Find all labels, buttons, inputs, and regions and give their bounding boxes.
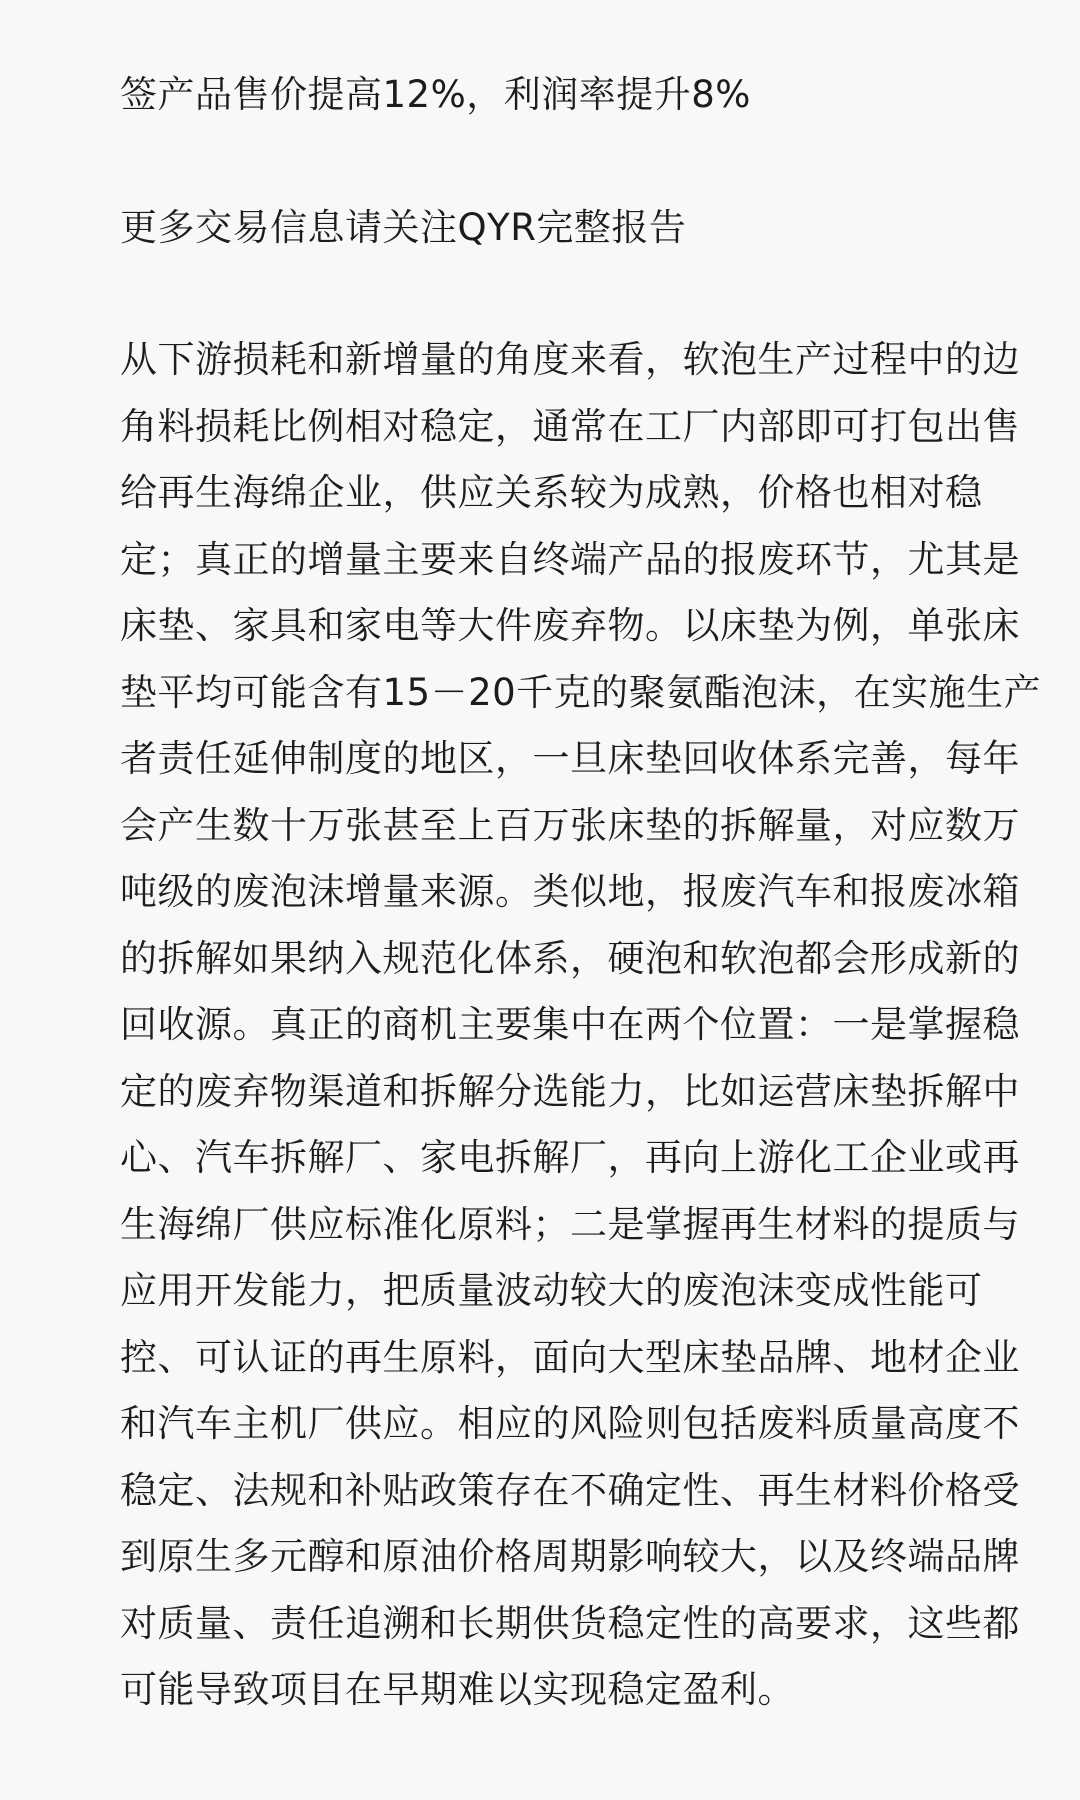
text-line: 者责任延伸制度的地区，一旦床垫回收体系完善，每年 [120, 737, 1020, 780]
text-line: 和汽车主机厂供应。相应的风险则包括废料质量高度不 [120, 1402, 1020, 1445]
text-line: 吨级的废泡沫增量来源。类似地，报废汽车和报废冰箱 [120, 870, 1020, 913]
text-line: 可能导致项目在早期难以实现稳定盈利。 [120, 1668, 795, 1711]
text-line: 对质量、责任追溯和长期供货稳定性的高要求，这些都 [120, 1601, 1020, 1645]
paragraph-analysis [120, 327, 1042, 1724]
text-line: 控、可认证的再生原料，面向大型床垫品牌、地材企业 [120, 1335, 1020, 1379]
text-line: 回收源。真正的商机主要集中在两个位置：一是掌握稳 [120, 1003, 1020, 1046]
paragraph-report-note [120, 195, 1020, 262]
text-line: 给再生海绵企业，供应关系较为成熟，价格也相对稳 [120, 471, 983, 514]
article-body [120, 62, 1042, 1724]
text-line: 稳定、法规和补贴政策存在不确定性、再生材料价格受 [120, 1468, 1020, 1512]
text-line: 定；真正的增量主要来自终端产品的报废环节，尤其是 [120, 537, 1020, 581]
text-line: 会产生数十万张甚至上百万张床垫的拆解量，对应数万 [120, 803, 1020, 847]
text-line: 的拆解如果纳入规范化体系，硬泡和软泡都会形成新的 [120, 936, 1020, 980]
text-line: 应用开发能力，把质量波动较大的废泡沫变成性能可 [120, 1269, 983, 1312]
text-line: 更多交易信息请关注QYR完整报告 [120, 205, 687, 249]
text-line: 生海绵厂供应标准化原料；二是掌握再生材料的提质与 [120, 1202, 1020, 1246]
text-line: 从下游损耗和新增量的角度来看，软泡生产过程中的边 [120, 338, 1020, 381]
text-line: 签产品售价提高12%，利润率提升8% [120, 73, 751, 116]
text-line: 垫平均可能含有15－20千克的聚氨酯泡沫，在实施生产 [120, 670, 1042, 714]
text-line: 角料损耗比例相对稳定，通常在工厂内部即可打包出售 [120, 404, 1020, 448]
text-line: 到原生多元醇和原油价格周期影响较大，以及终端品牌 [120, 1535, 1020, 1578]
text-line: 心、汽车拆解厂、家电拆解厂，再向上游化工企业或再 [120, 1136, 1020, 1179]
paragraph-price-note [120, 62, 1020, 129]
text-line: 定的废弃物渠道和拆解分选能力，比如运营床垫拆解中 [120, 1069, 1020, 1113]
text-line: 床垫、家具和家电等大件废弃物。以床垫为例，单张床 [120, 604, 1020, 647]
